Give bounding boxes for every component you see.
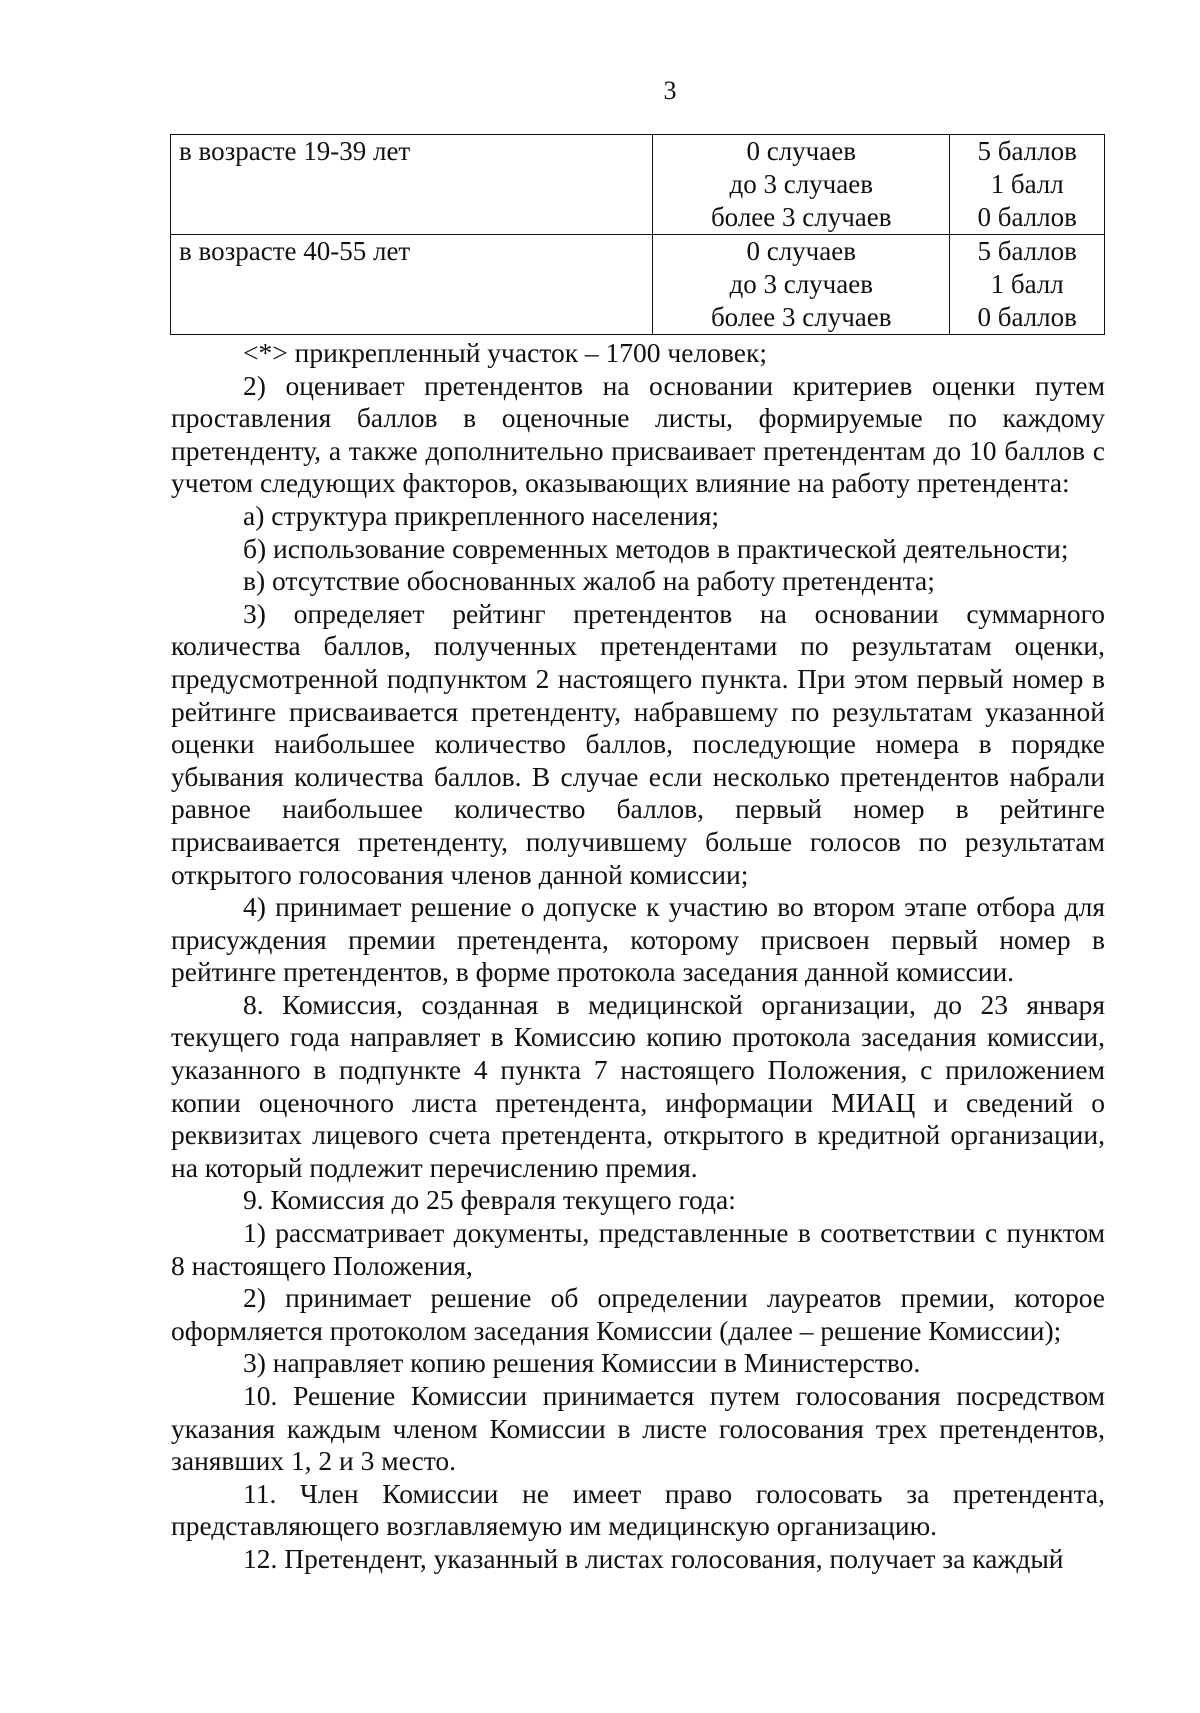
- condition-cell: [653, 135, 950, 235]
- table-row: [171, 135, 1105, 235]
- condition-value: до 3 случаев: [729, 169, 873, 199]
- score-value: 5 баллов: [977, 136, 1077, 166]
- paragraph: в) отсутствие обоснованных жалоб на работу претендента;: [243, 565, 935, 597]
- paragraph: 3) направляет копию решения Комиссии в Министерство.: [243, 1347, 921, 1379]
- score-value: 0 баллов: [977, 202, 1077, 232]
- age-group-cell: в возрасте 19-39 лет: [171, 135, 653, 235]
- score-cell: [950, 235, 1105, 335]
- score-value: 0 баллов: [977, 302, 1077, 332]
- footnote: <*> прикрепленный участок – 1700 человек;: [243, 337, 767, 368]
- paragraph: 9. Комиссия до 25 февраля текущего года:: [243, 1184, 736, 1216]
- condition-value: 0 случаев: [746, 136, 856, 166]
- condition-value: 0 случаев: [746, 236, 856, 266]
- paragraph: 2) принимает решение об определении лауреатов премии, которое оформляется протоколом заседания Комиссии (далее – решение Комиссии);: [171, 1282, 1105, 1346]
- paragraph: 8. Комиссия, созданная в медицинской организации, до 23 января текущего года направляет в Комиссию копию протокола заседания комиссии, указанного в подпункте 4 пункта 7 настоящего Положения, с приложением копии оценочного листа претендента, информации МИАЦ и сведений о реквизитах лицевого счета претендента, открытого в кредитной организации, на который подлежит перечислению премия.: [171, 988, 1105, 1183]
- paragraph: б) использование современных методов в практической деятельности;: [243, 532, 1069, 564]
- condition-value: до 3 случаев: [729, 269, 873, 299]
- paragraph: 12. Претендент, указанный в листах голосования, получает за каждый: [243, 1542, 1064, 1574]
- condition-value: более 3 случаев: [710, 302, 892, 332]
- page-number: 3: [663, 76, 677, 105]
- paragraph: 3) определяет рейтинг претендентов на основании суммарного количества баллов, полученных претендентами по результатам оценки, предусмотренной подпунктом 2 настоящего пункта. При этом первый номер в рейтинге присваивается претенденту, набравшему по результатам указанной оценки наибольшее количество баллов, последующие номера в порядке убывания количества баллов. В случае если несколько претендентов набрали равное наибольшее количество баллов, первый номер в рейтинге присваивается претенденту, получившему больше голосов по результатам открытого голосования членов данной комиссии;: [171, 597, 1105, 890]
- age-group-cell: в возрасте 40-55 лет: [171, 235, 653, 335]
- paragraph: 1) рассматривает документы, представленные в соответствии с пунктом 8 настоящего Положения,: [171, 1217, 1105, 1281]
- condition-value: более 3 случаев: [710, 202, 892, 232]
- paragraph: 10. Решение Комиссии принимается путем голосования посредством указания каждым членом Комиссии в листе голосования трех претендентов, занявших 1, 2 и 3 место.: [171, 1380, 1105, 1477]
- score-value: 1 балл: [990, 269, 1064, 299]
- score-value: 5 баллов: [977, 236, 1077, 266]
- table-row: [171, 235, 1105, 335]
- document-body: [171, 337, 1105, 1576]
- criteria-table: [170, 134, 1105, 335]
- score-cell: [950, 135, 1105, 235]
- paragraph: а) структура прикрепленного населения;: [243, 499, 720, 531]
- paragraph: 2) оценивает претендентов на основании критериев оценки путем проставления баллов в оценочные листы, формируемые по каждому претенденту, а также дополнительно присваивает претендентам до 10 баллов с учетом следующих факторов, оказывающих влияние на работу претендента:: [171, 369, 1105, 499]
- paragraph: 11. Член Комиссии не имеет право голосовать за претендента, представляющего возглавляемую им медицинскую организацию.: [171, 1477, 1105, 1542]
- condition-cell: [653, 235, 950, 335]
- score-value: 1 балл: [990, 169, 1064, 199]
- paragraph: 4) принимает решение о допуске к участию во втором этапе отбора для присуждения премии претендента, которому присвоен первый номер в рейтинге претендентов, в форме протокола заседания данной комиссии.: [171, 891, 1105, 988]
